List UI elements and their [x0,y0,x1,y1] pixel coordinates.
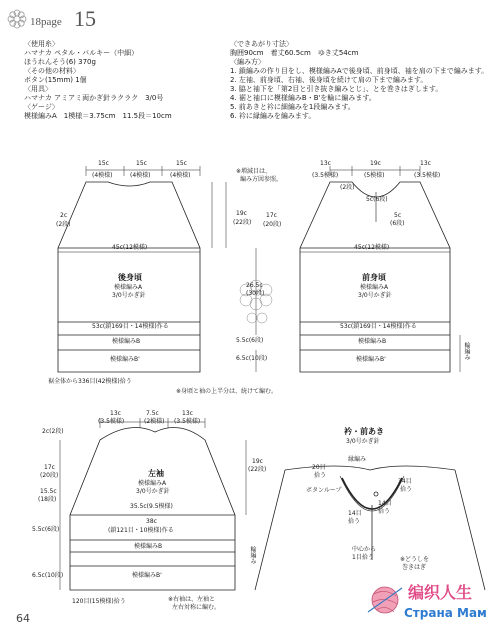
front-band-b: 模様編みB [358,338,387,345]
instruction-line: 2. 左袖、前身頃、右袖、後身頃を続けて肩の下まで編みます。 [230,76,428,84]
front-top-dim-3: 13c [420,160,431,167]
collar-right-2: 拾う [400,486,413,493]
sleeve-note-2: 左右対称に編む。 [172,604,221,611]
sleeve-side-3-rows: (18段) [38,496,57,503]
back-band-b: 模様編みB [112,338,141,345]
neck-opening [342,478,402,509]
sleeve-top-dim-3: 13c [182,410,193,417]
sleeve-right-dim: 19c [252,458,263,465]
center-note-2: 編み方図参照。 [240,176,283,183]
back-side-rows: (2段) [56,221,71,228]
front-neck-rows: (6段) [390,220,405,227]
page-prefix: 18page [30,16,62,28]
material-line: ハマナカ アミアミ両かぎ針ラクラク 3/0号 [24,94,164,102]
instruction-line: 〈編み方〉 [230,58,265,66]
front-sub-1: 模様編みA [360,284,389,291]
front-width-45: 45c(12模様) [354,244,390,251]
sleeve-width-3: (鎖121目・10模様)作る [108,527,174,534]
front-top-dim-1: 13c [320,160,331,167]
back-side-dim: 2c [60,212,68,219]
back-mid-rows-1: (22段) [233,219,252,226]
back-title: 後身頃 [118,273,142,282]
continue-note: ※身頃と袖の上半分は、続けて編む。 [176,388,278,395]
material-line: 模様編みA 1模様＝3.75cm 11.5段＝10cm [24,112,172,120]
back-top-dim-2: 15c [136,160,147,167]
collar-pick-1: 14目 [378,500,392,507]
material-line: ハマナカ ペタル・バルキー（中細） [24,49,139,57]
back-sub-2: 3/0号かぎ針 [112,292,146,299]
back-band-b2: 模様編みB' [110,356,140,363]
back-mid-dim-1: 19c [236,210,247,217]
collar-left-2: 拾う [314,472,327,479]
back-sub-1: 模様編みA [114,284,143,291]
instruction-line: 3. 脇と袖下を「第2目と引き抜き編みとじ」、とを巻きはぎします。 [230,85,443,93]
material-line: ほうれんそう(6) 370g [24,58,96,66]
sleeve-note-1: ※右袖は、左袖と [168,596,216,603]
sleeve-top-dim-1: 13c [110,410,121,417]
front-band-b2: 模様編みB' [356,356,386,363]
page-number-big: 15 [74,6,96,31]
sleeve-width-1: 35.5c(9.5模様) [130,503,173,510]
center-note-1: ※増減目は、 [236,168,272,175]
back-top-unit-2: (4模様) [130,172,151,179]
collar-left-1: 20目 [312,464,326,471]
sleeve-band-b: 模様編みB [134,543,163,550]
front-side-note: 輪編み [463,342,470,360]
material-line: 〈使用糸〉 [24,40,59,48]
front-dim-53: 53c(鎖169目・14模様)作る [340,323,417,330]
sleeve-sub-2: 3/0号かぎ針 [136,488,170,495]
back-top-unit-3: (4模様) [170,172,191,179]
collar-edge-label: 縁編み [348,456,367,463]
front-neck-dim-2: 5c [394,212,402,219]
collar-outline [285,466,455,470]
back-top-dim-1: 15c [98,160,109,167]
back-mid-rows-2: (20段) [263,221,282,228]
sleeve-sub-1: 模様編みA [138,480,167,487]
collar-note-1: ※どうしを [400,556,430,563]
center-dim-2: 5.5c(6段) [236,337,264,344]
material-line: 〈ゲージ〉 [24,103,59,111]
instruction-line: 5. 前あきと衿に細編みを1段編みます。 [230,103,355,111]
sleeve-side-5: 6.5c(10段) [32,572,64,579]
collar-note-2: 巻きはぎ [402,564,427,571]
collar-side-1: 14目 [348,510,362,517]
sleeve-top-dim-2: 7.5c [146,410,159,417]
sleeve-right-rows: (22段) [248,466,267,473]
back-width-45: 45c(12模様) [112,244,148,251]
front-top-unit-1: (3.5模様) [312,172,339,179]
back-top-dim-3: 15c [176,160,187,167]
front-two-rows: (2段) [340,184,355,191]
center-dim-1: 26.5c [246,282,263,289]
collar-pick-2: 拾う [378,508,391,515]
material-line: 〈その他の材料〉 [24,67,80,75]
watermark-line-1: 编织人生 [408,583,473,602]
front-neck-dim-1: 5c(6段) [366,196,388,203]
center-dim-1-rows: (30段) [246,290,265,297]
back-mid-dim-2: 17c [266,212,277,219]
sleeve-side-3: 15.5c [40,488,57,495]
collar-center-1: 中心から [352,546,377,553]
sleeve-side-note: 輪編み [249,546,256,564]
back-dim-53: 53c(鎖169目・14模様)作る [92,323,169,330]
collar-center-2: 1目拾う [352,554,374,561]
front-top-unit-2: (5模様) [364,172,385,179]
sleeve-band-b2: 模様編みB' [132,572,162,579]
yarn-ball-icon [368,587,402,613]
sleeve-side-2-rows: (20段) [40,472,59,479]
footer-page-number: 64 [16,612,30,625]
collar-title: 衿・前あき [344,427,384,436]
instruction-line: 6. 衿に縁編みを編みます。 [230,112,316,120]
collar-button-loop: ボタンループ [306,487,342,494]
sleeve-title: 左袖 [148,469,164,478]
sleeve-top-unit-3: (3.5模様) [174,418,201,425]
collar-side-2: 拾う [348,518,361,525]
back-bottom-note: 裾全体から336目(42模様)拾う [48,378,132,385]
front-title: 前身頃 [362,273,386,282]
sleeve-side-2: 17c [44,464,55,471]
collar-sub: 3/0号かぎ針 [346,438,380,445]
front-top-dim-2: 19c [370,160,381,167]
material-line: 〈用具〉 [24,85,52,93]
instruction-line: 胸囲90cm 着丈60.5cm ゆき丈54cm [230,49,359,57]
watermark-line-2: Страна Мам [404,606,487,620]
sleeve-width-2: 38c [146,518,157,525]
collar-right-1: 34目 [398,478,412,485]
front-sub-2: 3/0号かぎ針 [358,292,392,299]
instruction-line: 4. 裾と袖口に模様編みB・B'を輪に編みます。 [230,94,376,102]
front-top-unit-3: (3.5模様) [414,172,441,179]
instruction-line: 〈できあがり寸法〉 [230,40,293,48]
sleeve-side-4: 5.5c(6段) [32,526,60,533]
center-dim-3: 6.5c(10段) [236,355,268,362]
back-top-unit-1: (4模様) [92,172,113,179]
sleeve-top-unit-2: (2模様) [144,418,165,425]
sleeve-top-unit-1: (3.5模様) [98,418,125,425]
instruction-line: 1. 鎖編みの作り目をし、模様編みAで後身頃、前身頃、袖を肩の下まで編みます。 [230,67,489,75]
material-line: ボタン(15mm) 1個 [24,76,87,84]
sleeve-side-1: 2c(2段) [42,428,64,435]
sleeve-bottom-note: 120目(15模様)拾う [72,598,126,605]
